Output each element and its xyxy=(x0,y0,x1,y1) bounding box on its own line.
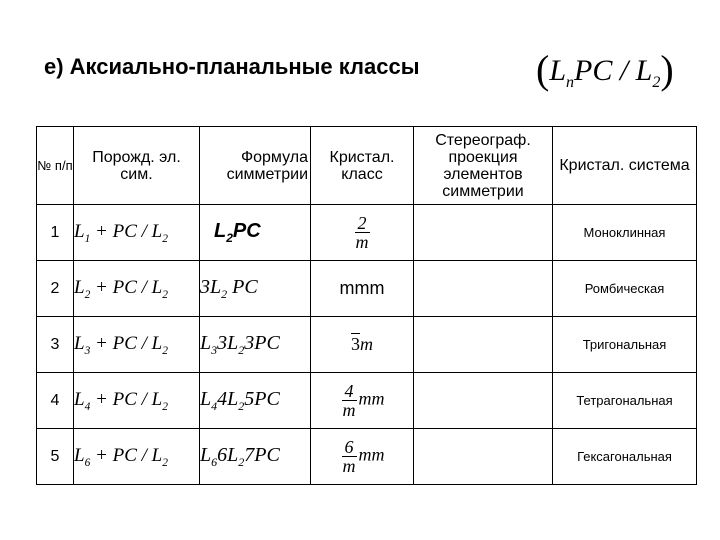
row-system: Гексагональная xyxy=(553,429,697,485)
row-system: Тригональная xyxy=(553,317,697,373)
symmetry-table xyxy=(36,126,697,485)
row-class: $\frac{2}{m}$ xyxy=(311,205,414,261)
row-num: 5 xyxy=(37,429,74,485)
row-system: Моноклинная xyxy=(553,205,697,261)
row-generators: $L_2$ + PC / $L_2$ xyxy=(74,261,200,317)
header-formula: Формула симметрии xyxy=(200,127,311,205)
row-class: $\frac{4}{m}$ mm xyxy=(311,373,414,429)
table-row xyxy=(37,317,697,373)
row-formula: $L_66L_27PC$ xyxy=(200,429,311,485)
row-num: 2 xyxy=(37,261,74,317)
row-num: 3 xyxy=(37,317,74,373)
row-stereo xyxy=(414,373,553,429)
header-row xyxy=(37,127,697,205)
row-stereo xyxy=(414,429,553,485)
row-formula: $L_2PC$ xyxy=(200,205,311,261)
row-generators: $L_3$ + PC / $L_2$ xyxy=(74,317,200,373)
row-generators: $L_1$ + PC / $L_2$ xyxy=(74,205,200,261)
row-num: 1 xyxy=(37,205,74,261)
row-formula: $L_44L_25PC$ xyxy=(200,373,311,429)
row-formula: $L_33L_23PC$ xyxy=(200,317,311,373)
header-num: № п/п xyxy=(37,127,74,205)
table-row xyxy=(37,261,697,317)
header-crystal-class: Кристал. класс xyxy=(311,127,414,205)
row-formula: $3L_2$ PC xyxy=(200,261,311,317)
header-stereo: Стереограф. проекция элементов симметрии xyxy=(414,127,553,205)
row-class: $\frac{6}{m}$ mm xyxy=(311,429,414,485)
row-class: mmm xyxy=(311,261,414,317)
row-generators: $L_6$ + PC / $L_2$ xyxy=(74,429,200,485)
table-row xyxy=(37,373,697,429)
row-num: 4 xyxy=(37,373,74,429)
title-formula: $(L_nPC / L_2)$ xyxy=(536,47,674,92)
row-system: Ромбическая xyxy=(553,261,697,317)
row-stereo xyxy=(414,261,553,317)
row-class: 3m xyxy=(311,317,414,373)
row-stereo xyxy=(414,205,553,261)
header-generators: Порожд. эл. сим. xyxy=(74,127,200,205)
row-generators: $L_4$ + PC / $L_2$ xyxy=(74,373,200,429)
header-system: Кристал. система xyxy=(553,127,697,205)
page-title: е) Аксиально-планальные классы xyxy=(44,54,420,79)
table-row xyxy=(37,205,697,261)
row-stereo xyxy=(414,317,553,373)
row-system: Тетрагональная xyxy=(553,373,697,429)
table-row xyxy=(37,429,697,485)
